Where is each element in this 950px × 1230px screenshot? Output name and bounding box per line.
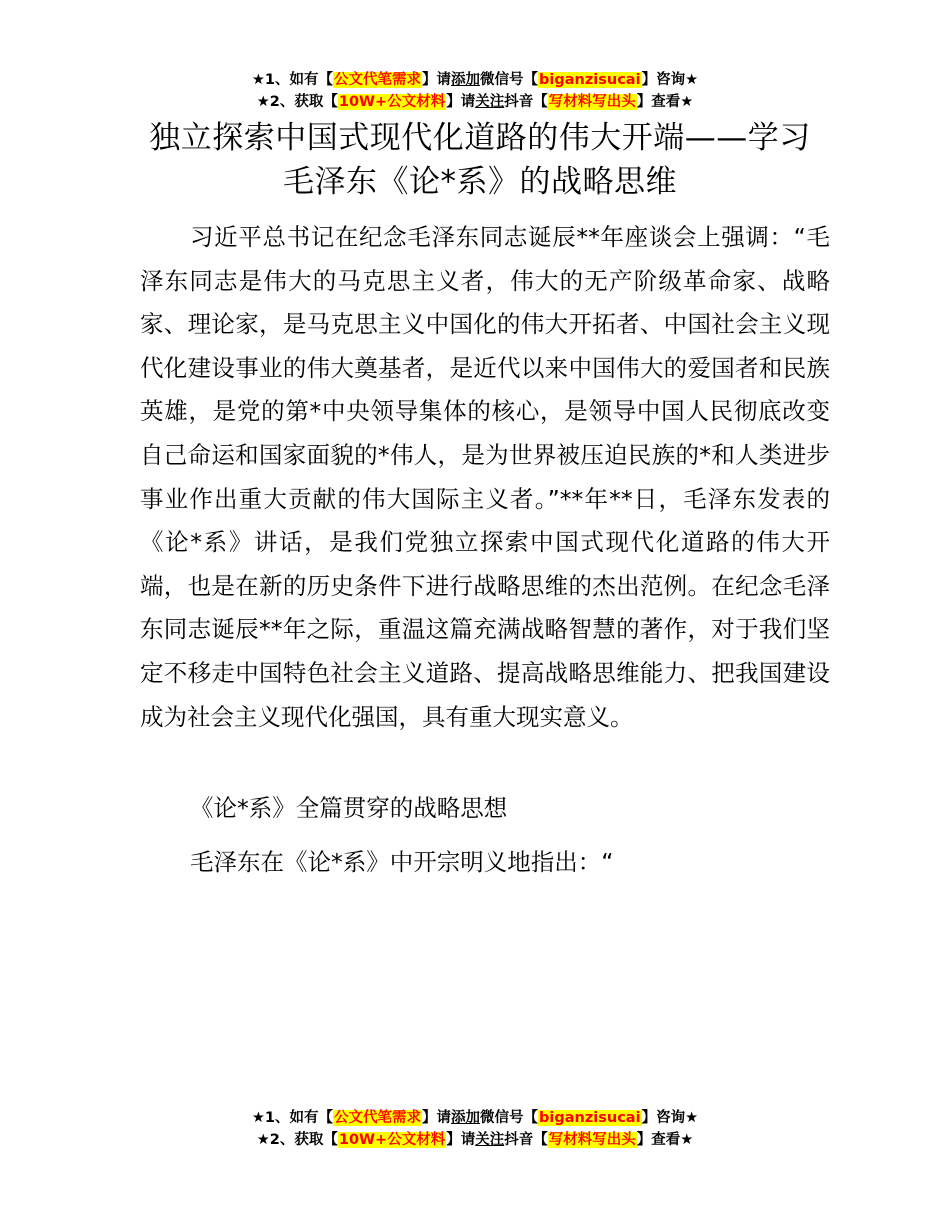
promo-highlight-service: 公文代笔需求 — [334, 72, 422, 88]
promo-highlight-douyin: 写材料写出头 — [548, 94, 636, 110]
promo-line-2: ★2、获取【10W+公文材料】请关注抖音【写材料写出头】查看★ — [256, 1132, 694, 1148]
promo-line-1: ★1、如有【公文代笔需求】请添加微信号【biganzisucai】咨询★ — [251, 72, 699, 88]
promo-highlight-douyin: 写材料写出头 — [548, 1132, 636, 1148]
body-paragraph: 习近平总书记在纪念毛泽东同志诞辰**年座谈会上强调：“毛泽东同志是伟大的马克思主义者，伟大的无产阶级革命家、战略家、理论家，是马克思主义中国化的伟大开拓者、中国社会主义现代化建设事业的伟大奠基者，是近代以来中国伟大的爱国者和民族英雄，是党的第*中央领导集体的核心，是领导中国人民彻底改变自己命运和国家面貌的*伟人，是为世界被压迫民族的*和人类进步事业作出重大贡献的伟大国际主义者。”**年**日，毛泽东发表的《论*系》讲话，是我们党独立探索中国式现代化道路的伟大开端，也是在新的历史条件下进行战略思维的杰出范例。在纪念毛泽东同志诞辰**年之际，重温这篇充满战略智慧的著作，对于我们坚定不移走中国特色社会主义道路、提高战略思维能力、把我国建设成为社会主义现代化强国，具有重大现实意义。 — [140, 223, 830, 731]
promo-line-1: ★1、如有【公文代笔需求】请添加微信号【biganzisucai】咨询★ — [251, 1110, 699, 1126]
body-paragraph: 毛泽东在《论*系》中开宗明义地指出：“ — [190, 848, 614, 876]
section-heading: 《论*系》全篇贯穿的战略思想 — [190, 794, 508, 822]
promo-highlight-materials: 10W+公文材料 — [338, 94, 446, 110]
promo-line-2: ★2、获取【10W+公文材料】请关注抖音【写材料写出头】查看★ — [256, 94, 694, 110]
promo-highlight-service: 公文代笔需求 — [334, 1110, 422, 1126]
promo-highlight-wechat-id: biganzisucai — [539, 1110, 641, 1126]
promo-highlight-materials: 10W+公文材料 — [338, 1132, 446, 1148]
document-title: 独立探索中国式现代化道路的伟大开端——学习毛泽东《论*系》的战略思维 — [149, 120, 811, 200]
promo-footer — [0, 1107, 950, 1151]
promo-highlight-wechat-id: biganzisucai — [539, 72, 641, 88]
promo-header — [0, 69, 950, 113]
